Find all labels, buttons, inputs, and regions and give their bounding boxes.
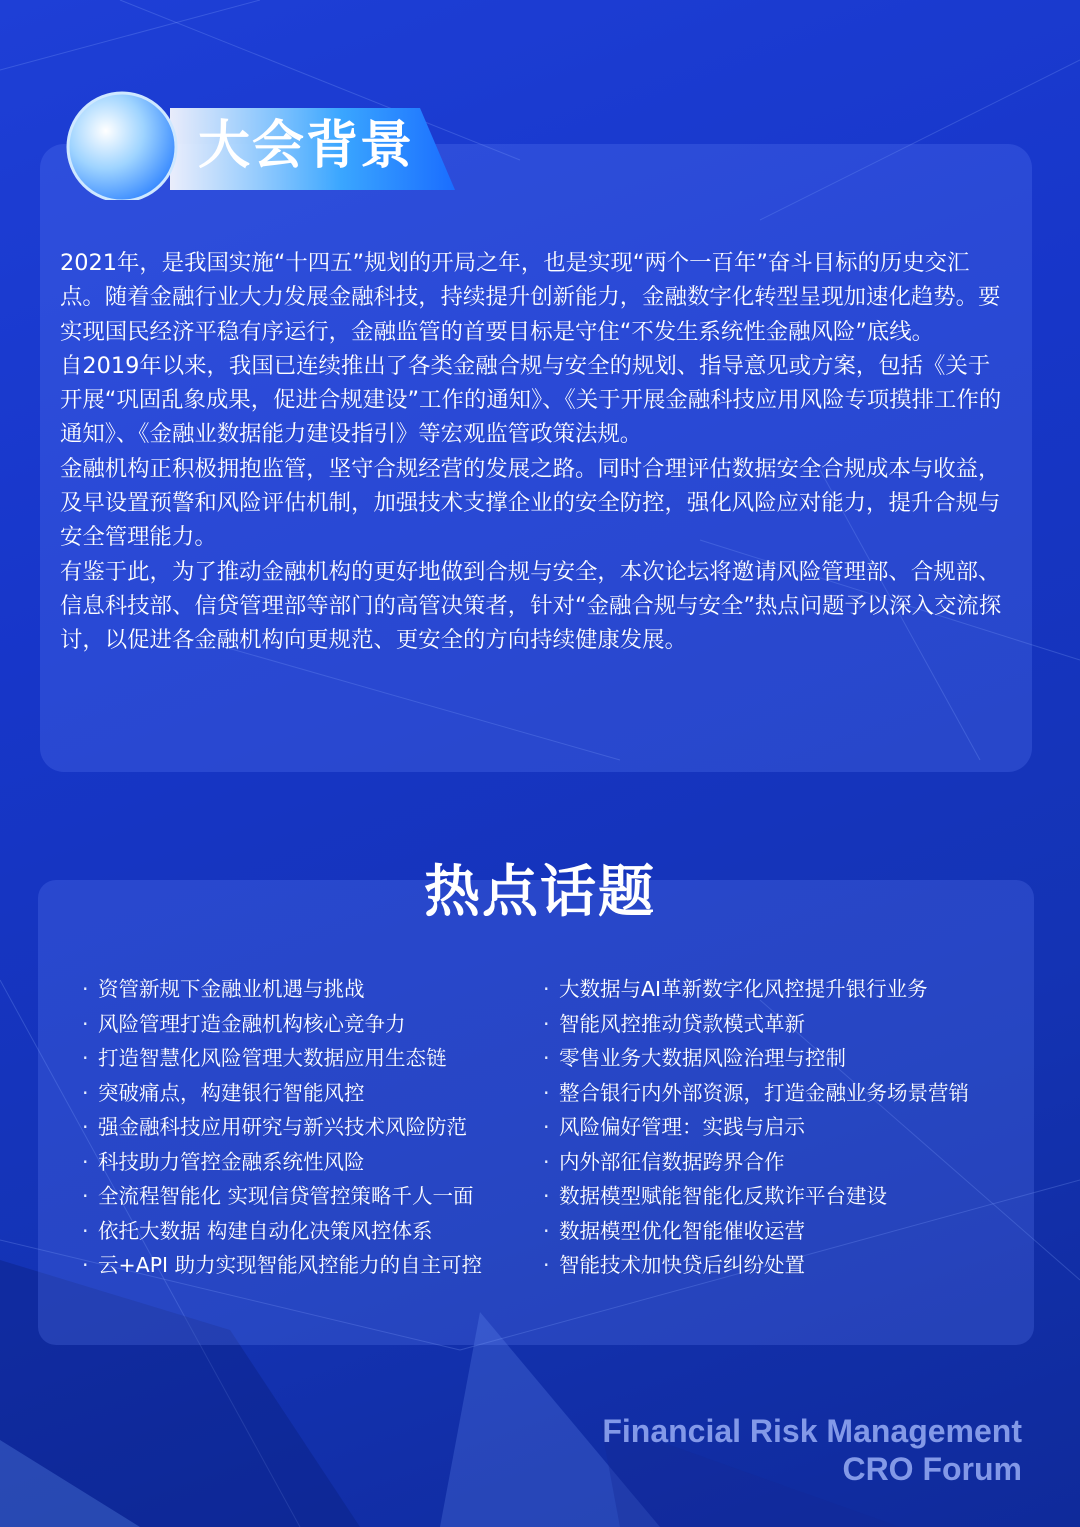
topic-item: · 风险管理打造金融机构核心竞争力: [82, 1007, 482, 1042]
topic-item: · 云+API 助力实现智能风控能力的自主可控: [82, 1248, 482, 1283]
topic-item: · 依托大数据 构建自动化决策风控体系: [82, 1214, 482, 1249]
topic-item: · 整合银行内外部资源，打造金融业务场景营销: [543, 1076, 969, 1111]
background-paragraph: 自2019年以来，我国已连续推出了各类金融合规与安全的规划、指导意见或方案，包括《关于开展“巩固乱象成果，促进合规建设”工作的通知》、《关于开展金融科技应用风险专项摸排工作的通知》、《金融业数据能力建设指引》等宏观监管政策法规。: [60, 352, 1002, 448]
topic-item: · 强金融科技应用研究与新兴技术风险防范: [82, 1110, 482, 1145]
topic-item: · 风险偏好管理：实践与启示: [543, 1110, 969, 1145]
topics-list-left: [82, 972, 482, 1283]
topic-item: · 科技助力管控金融系统性风险: [82, 1145, 482, 1180]
topic-item: · 数据模型赋能智能化反欺诈平台建设: [543, 1179, 969, 1214]
section-title-topics: 热点话题: [424, 860, 656, 925]
footer-watermark: [602, 1412, 1022, 1488]
topic-item: · 突破痛点，构建银行智能风控: [82, 1076, 482, 1111]
background-paragraph: 2021年，是我国实施“十四五”规划的开局之年，也是实现“两个一百年”奋斗目标的历史交汇点。随着金融行业大力发展金融科技，持续提升创新能力，金融数字化转型呈现加速化趋势。要实现国民经济平稳有序运行，金融监管的首要目标是守住“不发生系统性金融风险”底线。: [60, 250, 1001, 345]
topic-item: · 零售业务大数据风险治理与控制: [543, 1041, 969, 1076]
background-paragraph: 有鉴于此，为了推动金融机构的更好地做到合规与安全，本次论坛将邀请风险管理部、合规部、信息科技部、信贷管理部等部门的高管决策者，针对“金融合规与安全”热点问题予以深入交流探讨，以促进各金融机构向更规范、更安全的方向持续健康发展。: [60, 558, 1002, 654]
background-paragraph: 金融机构正积极拥抱监管，坚守合规经营的发展之路。同时合理评估数据安全合规成本与收益，及早设置预警和风险评估机制，加强技术支撑企业的安全防控，强化风险应对能力，提升合规与安全管理能力。: [60, 455, 1001, 551]
footer-line-1: Financial Risk Management: [602, 1413, 1022, 1449]
topic-item: · 内外部征信数据跨界合作: [543, 1145, 969, 1180]
topic-item: · 数据模型优化智能催收运营: [543, 1214, 969, 1249]
topic-item: · 全流程智能化 实现信贷管控策略千人一面: [82, 1179, 482, 1214]
topic-item: · 智能技术加快贷后纠纷处置: [543, 1248, 969, 1283]
topic-item: · 资管新规下金融业机遇与挑战: [82, 972, 482, 1007]
topic-item: · 智能风控推动贷款模式革新: [543, 1007, 969, 1042]
section-title-background: 大会背景: [198, 116, 415, 176]
background-text: [60, 246, 1012, 658]
footer-line-2: CRO Forum: [842, 1451, 1022, 1487]
topic-item: · 打造智慧化风险管理大数据应用生态链: [82, 1041, 482, 1076]
topic-item: · 大数据与AI革新数字化风控提升银行业务: [543, 972, 969, 1007]
topics-list-right: [543, 972, 969, 1283]
